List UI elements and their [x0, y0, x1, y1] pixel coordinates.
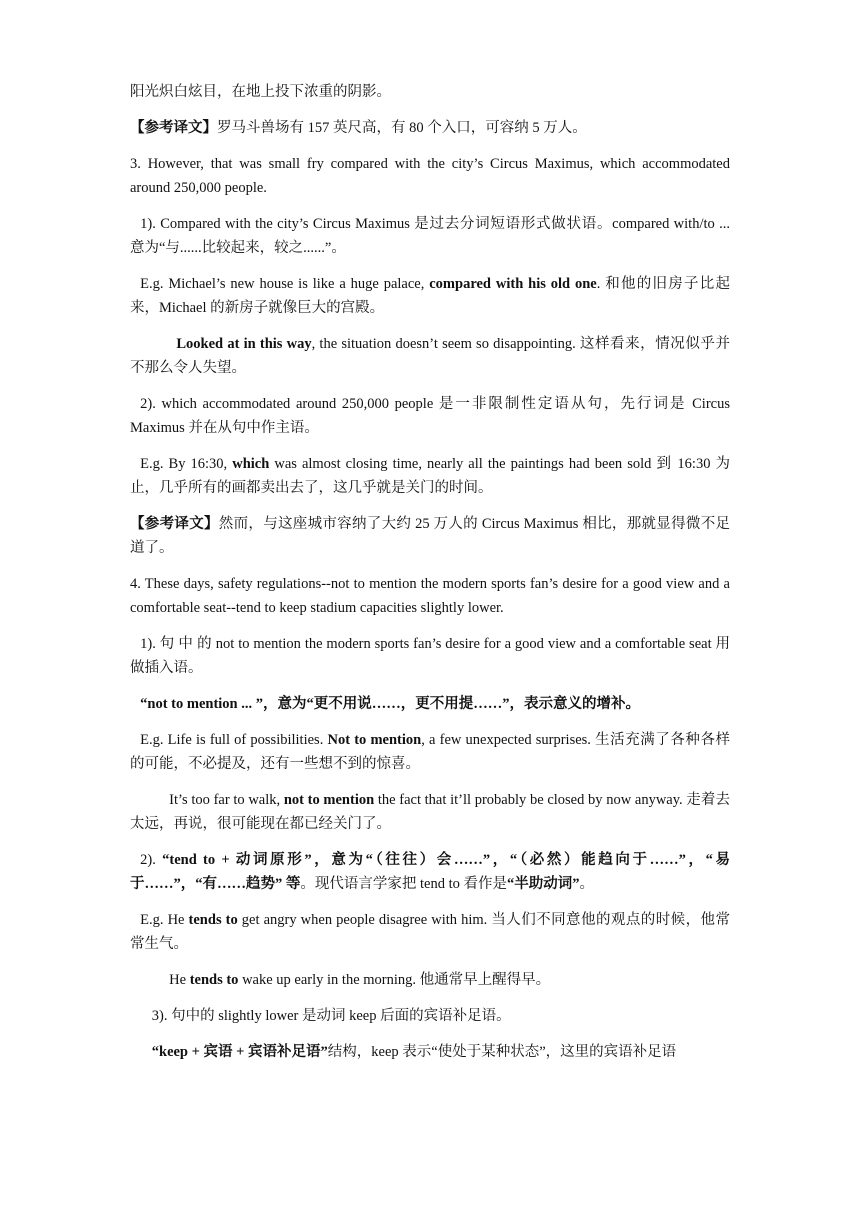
paragraph: [130, 632, 730, 680]
paragraph: [130, 908, 730, 956]
bold-text: “not to mention ... ”，意为“更不用说……，更不用提……”，表示意义的增补。: [140, 696, 640, 712]
bold-text: Looked at in this way: [176, 336, 312, 352]
text-run: 罗马斗兽场有 157 英尺高，有 80 个入口，可容纳 5 万人。: [217, 120, 587, 136]
text-run: 结构，keep 表示“使处于某种状态”，这里的宾语补足语: [327, 1044, 677, 1060]
paragraph: [130, 1040, 730, 1064]
bold-text: not to mention: [283, 792, 375, 808]
text-run: 2).: [140, 852, 163, 868]
text-run: It’s too far to walk,: [169, 792, 284, 808]
paragraph: [130, 212, 730, 260]
paragraph: [130, 728, 730, 776]
bold-text: “tend to + 动词原形”，意为“（往往）会……”，“（必然）能趋向于……”，“易于……”，“有……趋势” 等: [130, 852, 730, 892]
bold-text: “keep + 宾语 + 宾语补足语”: [151, 1044, 328, 1060]
text-run: E.g. Life is full of possibilities.: [140, 732, 328, 748]
text-run: , the situation doesn’t seem so disappointing. 这样看来，情况似乎并不那么令人失望。: [130, 336, 730, 376]
bold-text: 【参考译文】: [130, 120, 217, 136]
paragraph: [130, 392, 730, 440]
text-run: get angry when people disagree with him. 当人们不同意他的观点的时候，他常常生气。: [130, 912, 730, 952]
text-run: 3. However, that was small fry compared with the city’s Circus Maximus, which accommodated around 250,000 people.: [130, 156, 730, 196]
text-run: 3). 句中的 slightly lower 是动词 keep 后面的宾语补足语。: [151, 1008, 511, 1024]
text-run: E.g. Michael’s new house is like a huge palace,: [140, 276, 430, 292]
bold-text: Not to mention: [327, 732, 422, 748]
text-run: 4. These days, safety regulations--not to mention the modern sports fan’s desire for a good view and a comfortable seat--tend to keep stadium capacities slightly lower.: [130, 576, 730, 616]
bold-text: 【参考译文】: [130, 516, 219, 532]
document-page: [130, 80, 730, 1076]
bold-text: compared with his old one: [429, 276, 597, 292]
paragraph: [130, 80, 730, 104]
bold-text: tends to: [188, 912, 238, 928]
text-run: 然而，与这座城市容纳了大约 25 万人的 Circus Maximus 相比，那就显得微不足道了。: [130, 516, 731, 556]
bold-text: tends to: [189, 972, 239, 988]
paragraph: [130, 572, 730, 620]
text-run: 。现代语言学家把 tend to 看作是: [300, 876, 507, 892]
bold-text: which: [232, 456, 270, 472]
text-run: 1). Compared with the city’s Circus Maximus 是过去分词短语形式做状语。compared with/to ... 意为“与......比较起来，较之......”。: [130, 216, 730, 256]
paragraph: [130, 512, 730, 560]
paragraph: [130, 788, 730, 836]
paragraph: [130, 968, 730, 992]
paragraph: [130, 692, 730, 716]
text-run: E.g. By 16:30,: [140, 456, 233, 472]
paragraph: [130, 152, 730, 200]
text-run: wake up early in the morning. 他通常早上醒得早。: [238, 972, 551, 988]
paragraph: [130, 332, 730, 380]
paragraph: [130, 116, 730, 140]
text-run: E.g. He: [140, 912, 189, 928]
text-run: . 和他的旧房子比起来，Michael 的新房子就像巨大的宫殿。: [130, 276, 730, 316]
text-run: was almost closing time, nearly all the paintings had been sold 到 16:30 为止，几乎所有的画都卖出去了，这几乎就是关门的时间。: [130, 456, 730, 496]
text-run: the fact that it’ll probably be closed by now anyway. 走着去太远，再说，很可能现在都已经关门了。: [130, 792, 730, 832]
paragraph: [130, 848, 730, 896]
text-run: He: [169, 972, 190, 988]
text-run: 。: [579, 876, 594, 892]
text-run: 1). 句 中 的 not to mention the modern sports fan’s desire for a good view and a comfortable seat 用做插入语。: [130, 636, 730, 676]
bold-text: “半助动词”: [507, 876, 580, 892]
text-run: 2). which accommodated around 250,000 people 是一非限制性定语从句，先行词是 Circus Maximus 并在从句中作主语。: [130, 396, 730, 436]
paragraph: [130, 452, 730, 500]
paragraph: [130, 272, 730, 320]
paragraph: [130, 1004, 730, 1028]
text-run: 阳光炽白炫目，在地上投下浓重的阴影。: [130, 84, 391, 100]
text-run: , a few unexpected surprises. 生活充满了各种各样的可能，不必提及，还有一些想不到的惊喜。: [130, 732, 730, 772]
